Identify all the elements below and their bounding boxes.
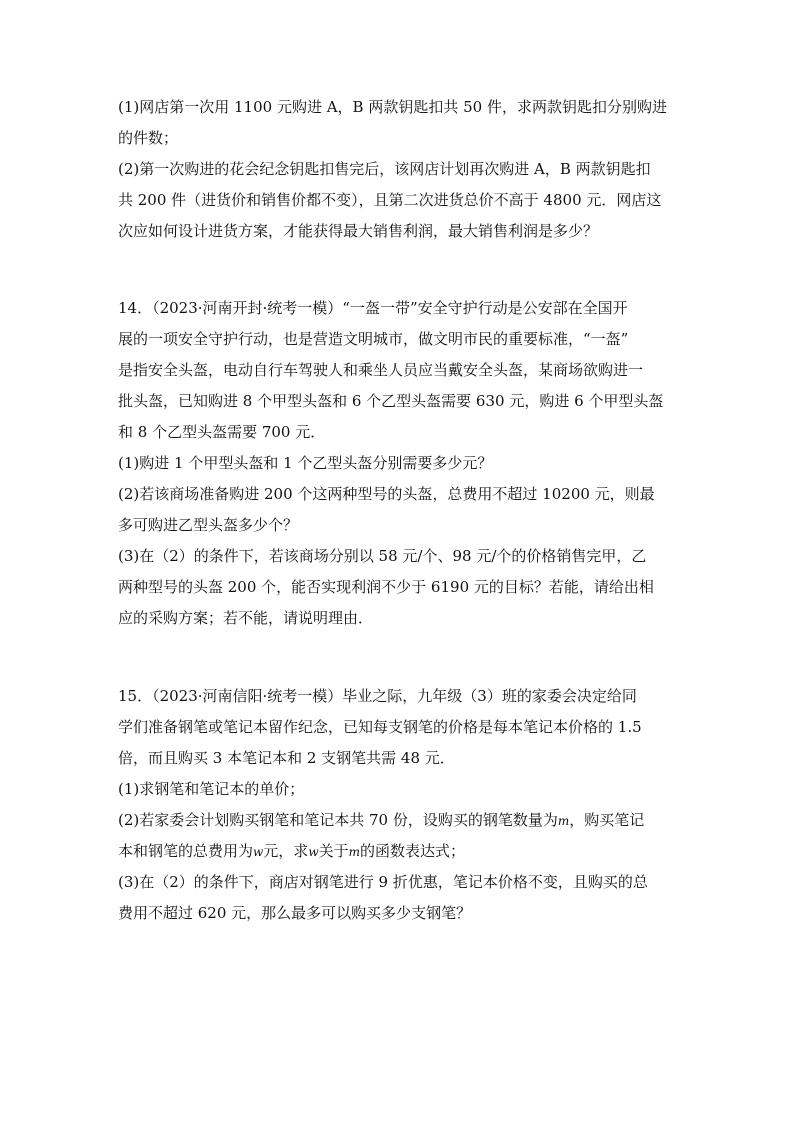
text-segment: 元，求 [263, 842, 309, 860]
document-page [118, 92, 678, 929]
problem-13-part-2-line-1: (2)第一次购进的花会纪念钥匙扣售完后，该网店计划再次购进 A，B 两款钥匙扣 [118, 160, 651, 178]
variable-w: w [308, 845, 319, 859]
problem-14-part-3-line-1: (3)在（2）的条件下，若该商场分别以 58 元/个、98 元/个的价格销售完甲，乙 [118, 547, 647, 565]
problem-13-part-2-line-2: 共 200 件（进货价和销售价都不变），且第二次进货总价不高于 4800 元．网店这 [118, 191, 662, 209]
problem-14-part-3-line-2: 两种型号的头盔 200 个，能否实现利润不少于 6190 元的目标？若能，请给出相 [118, 578, 654, 596]
spacer [118, 247, 678, 293]
problem-15-stem-line-1: 15．（2023·河南信阳·统考一模）毕业之际，九年级（3）班的家委会决定给同 [118, 687, 637, 705]
problem-14-stem-line-3: 是指安全头盔，电动自行车驾驶人和乘坐人员应当戴安全头盔，某商场欲购进一 [118, 361, 644, 379]
problem-15-stem-line-2: 学们准备钢笔或笔记本留作纪念，已知每支钢笔的价格是每本笔记本价格的 1.5 [118, 718, 642, 736]
variable-m: m [348, 845, 360, 859]
problem-13-part-1-line-2: 的件数； [118, 129, 179, 147]
problem-14-part-2-line-2: 多可购进乙型头盔多少个？ [118, 516, 299, 534]
problem-14-stem-line-4: 批头盔，已知购进 8 个甲型头盔和 6 个乙型头盔需要 630 元，购进 6 个甲型头盔 [118, 392, 664, 410]
problem-13-part-1-line-1: (1)网店第一次用 1100 元购进 A，B 两款钥匙扣共 50 件，求两款钥匙扣分别购进 [118, 98, 667, 116]
text-segment: ，购买笔记 [569, 811, 645, 829]
problem-15-part-1: (1)求钢笔和笔记本的单价； [118, 780, 305, 798]
problem-14-part-1: (1)购进 1 个甲型头盔和 1 个乙型头盔分别需要多少元？ [118, 454, 493, 472]
problem-14-stem-line-2: 展的一项安全守护行动，也是营造文明城市，做文明市民的重要标准，“一盔” [118, 330, 629, 348]
problem-15 [118, 681, 678, 929]
text-segment: 的函数表达式； [360, 842, 466, 860]
text-segment: (2)若家委会计划购买钢笔和笔记本共 70 份，设购买的钢笔数量为 [118, 811, 558, 829]
problem-14-part-3-line-3: 应的采购方案；若不能，请说明理由． [118, 609, 374, 627]
problem-14-stem-line-1: 14．（2023·河南开封·统考一模）“一盔一带”安全守护行动是公安部在全国开 [118, 299, 628, 317]
problem-13-continuation [118, 92, 678, 247]
problem-14-stem-line-5: 和 8 个乙型头盔需要 700 元． [118, 423, 326, 441]
problem-15-part-3-line-1: (3)在（2）的条件下，商店对钢笔进行 9 折优惠，笔记本价格不变，且购买的总 [118, 873, 648, 891]
variable-w: w [253, 845, 264, 859]
spacer [118, 634, 678, 681]
text-segment: 本和钢笔的总费用为 [118, 842, 254, 860]
problem-15-part-2-line-1 [118, 805, 678, 836]
problem-15-part-3-line-2: 费用不超过 620 元，那么最多可以购买多少支钢笔？ [118, 904, 472, 922]
problem-15-stem-line-3: 倍，而且购买 3 本笔记本和 2 支钢笔共需 48 元． [118, 749, 455, 767]
problem-15-part-2-line-2 [118, 836, 678, 867]
problem-14 [118, 293, 678, 634]
text-segment: 关于 [318, 842, 349, 860]
problem-13-part-2-line-3: 次应如何设计进货方案，才能获得最大销售利润，最大销售利润是多少？ [118, 222, 599, 240]
problem-14-part-2-line-1: (2)若该商场准备购进 200 个这两种型号的头盔，总费用不超过 10200 元，则最 [118, 485, 655, 503]
variable-m: m [557, 814, 570, 828]
